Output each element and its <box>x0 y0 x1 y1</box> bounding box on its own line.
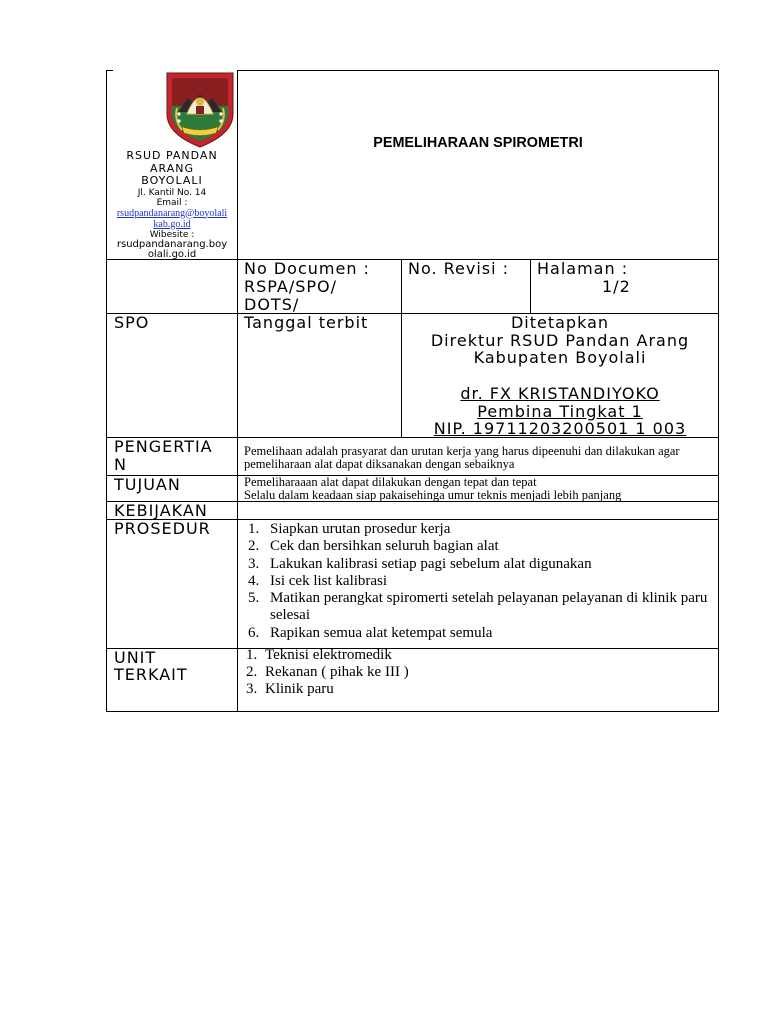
doc-type-cell <box>106 313 238 438</box>
approval-cell <box>401 313 719 438</box>
issue-date-label: Tanggal terbit <box>244 313 369 332</box>
doc-number-cell <box>237 259 402 314</box>
list-number: 3. <box>248 555 260 572</box>
objective-label-cell <box>106 475 238 502</box>
objective-text-cell <box>237 475 719 502</box>
blank-cell <box>106 259 238 314</box>
procedure-label: PROSEDUR <box>114 519 211 538</box>
list-number: 2. <box>246 664 258 680</box>
definition-text: Pemelihaan adalah prasyarat dan urutan kerja yang harus dipeenuhi dan dilakukan agar pemeliharaan alat dapat diksanakan dengan sebaiknya <box>244 444 680 471</box>
procedure-list <box>238 520 718 642</box>
page-label: Halaman : <box>537 259 629 278</box>
doc-number-value: RSPA/SPO/ <box>244 277 338 296</box>
list-item <box>246 647 718 664</box>
list-text: Lakukan kalibrasi setiap pagi sebelum alat digunakan <box>270 555 592 572</box>
list-text: Rekanan ( pihak ke III ) <box>265 664 409 680</box>
revision-cell <box>401 259 531 314</box>
approval-position: Kabupaten Boyolali <box>473 348 647 368</box>
related-units-label: UNIT TERKAIT <box>114 648 188 684</box>
approver-nip: NIP. 19711203200501 1 003 <box>433 419 687 439</box>
page-value: 1/2 <box>602 277 631 296</box>
related-units-list <box>238 647 718 698</box>
website-label: Wibesite : <box>149 229 195 240</box>
email-link[interactable]: kab.go.id <box>153 218 191 230</box>
doc-number-value: DOTS/ <box>244 295 300 314</box>
list-text: Isi cek list kalibrasi <box>270 572 388 589</box>
institution-info <box>107 150 237 260</box>
issue-date-cell <box>237 313 402 438</box>
list-item <box>248 538 718 555</box>
list-text: Matikan perangkat spiromerti setelah pelayanan pelayanan di klinik paru selesai <box>270 590 708 624</box>
institution-name-line: ARANG <box>150 161 194 175</box>
list-number: 5. <box>248 590 260 607</box>
list-number: 1. <box>246 647 258 663</box>
hospital-crest-icon <box>166 72 234 148</box>
definition-text-cell <box>237 437 719 476</box>
procedure-list-cell <box>237 519 719 649</box>
list-item <box>248 521 718 538</box>
list-item <box>246 664 718 681</box>
title-cell <box>237 70 719 260</box>
list-item <box>248 573 718 590</box>
related-units-list-cell <box>237 648 719 712</box>
related-units-label-cell <box>106 648 238 712</box>
objective-line: Selalu dalam keadaan siap pakaisehinga umur teknis menjadi lebih panjang <box>244 488 622 502</box>
doc-type-label: SPO <box>114 313 150 332</box>
list-text: Siapkan urutan prosedur kerja <box>270 521 451 537</box>
institution-cell <box>106 70 238 260</box>
institution-name-line: BOYOLALI <box>141 174 203 187</box>
policy-label-cell <box>106 501 238 520</box>
page-cell <box>530 259 719 314</box>
approval-heading: Ditetapkan <box>510 313 610 332</box>
approver-name: dr. FX KRISTANDIYOKO <box>460 383 660 403</box>
email-link[interactable]: rsudpandanarang@boyolali <box>116 207 228 219</box>
approval-spacer <box>402 367 718 385</box>
institution-address: Jl. Kantil No. 14 <box>137 187 207 198</box>
procedure-label-cell <box>106 519 238 649</box>
doc-number-label: No Documen : <box>244 259 370 278</box>
list-item <box>246 681 718 698</box>
definition-label-cell <box>106 437 238 476</box>
list-text: Teknisi elektromedik <box>265 647 392 663</box>
website-text: olali.go.id <box>147 248 197 260</box>
list-number: 3. <box>246 681 258 697</box>
approval-block <box>402 314 718 438</box>
list-item <box>248 556 718 573</box>
list-number: 2. <box>248 538 260 555</box>
list-number: 6. <box>248 624 260 641</box>
list-number: 1. <box>248 521 260 537</box>
policy-text-cell <box>237 501 719 520</box>
list-text: Rapikan semua alat ketempat semula <box>270 624 493 641</box>
objective-label: TUJUAN <box>114 475 181 494</box>
list-item <box>248 590 718 625</box>
list-text: Klinik paru <box>265 681 334 697</box>
list-text: Cek dan bersihkan seluruh bagian alat <box>270 538 499 555</box>
document-title: PEMELIHARAAN SPIROMETRI <box>373 135 583 151</box>
email-label: Email : <box>156 197 188 208</box>
policy-label: KEBIJAKAN <box>114 501 208 520</box>
objective-line: Pemeliharaaan alat dapat dilakukan dengan tepat dan tepat <box>244 475 537 489</box>
website-text: rsudpandanarang.boy <box>116 238 228 250</box>
revision-label: No. Revisi : <box>408 259 510 278</box>
approval-position: Direktur RSUD Pandan Arang <box>430 330 690 350</box>
list-item <box>248 625 718 642</box>
objective-text <box>238 476 718 502</box>
list-number: 4. <box>248 572 260 589</box>
approver-rank: Pembina Tingkat 1 <box>477 401 643 421</box>
definition-label: PENGERTIAN <box>114 437 213 474</box>
institution-name-line: RSUD PANDAN <box>126 149 218 162</box>
